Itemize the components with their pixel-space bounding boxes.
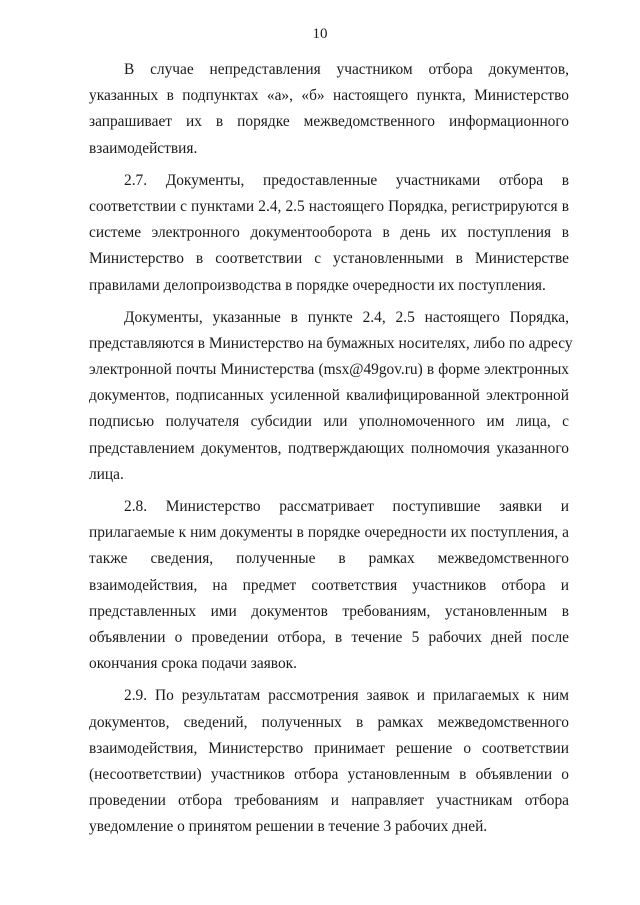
text-line: объявлении о проведении отбора, в течение 5 рабочих дней после (89, 628, 569, 646)
text-line: подписью получателя субсидии или уполномоченного им лица, с (89, 413, 569, 431)
text-line: представляются в Министерство на бумажных носителях, либо по адресу (89, 334, 573, 352)
text-line: проведении отбора требованиям и направляет участникам отбора (89, 792, 569, 810)
text-line: 2.7. Документы, предоставленные участниками отбора в (124, 171, 569, 189)
paragraph-missing-documents (89, 57, 569, 162)
text-line: электронной почты Министерства (msx@49gov.ru) в форме электронных (89, 361, 569, 379)
paragraph-2-8 (89, 494, 569, 677)
document-body (89, 57, 573, 840)
text-line: взаимодействия, Министерство принимает решение о соответствии (89, 739, 569, 757)
paragraph-2-9 (89, 683, 569, 840)
text-line: документов, сведений, полученных в рамках межведомственного (89, 713, 569, 731)
text-line: системе электронного документооборота в день их поступления в (89, 224, 569, 242)
text-line: уведомление о принятом решении в течение 3 рабочих дней. (89, 818, 488, 836)
text-line: 2.9. По результатам рассмотрения заявок и прилагаемых к ним (124, 687, 569, 705)
text-line: Документы, указанные в пункте 2.4, 2.5 настоящего Порядка, (124, 308, 569, 326)
text-line: соответствии с пунктами 2.4, 2.5 настоящего Порядка, регистрируются в (89, 197, 569, 215)
text-line: Министерство в соответствии с установленными в Министерстве (89, 250, 569, 268)
text-line: В случае непредставления участником отбора документов, (124, 61, 569, 78)
paragraph-documents-submission (89, 305, 573, 488)
text-line: правилами делопроизводства в порядке очередности их поступления. (89, 276, 546, 294)
text-line: документов, подписанных усиленной квалифицированной электронной (89, 387, 569, 405)
text-line: взаимодействия, на предмет соответствия участников отбора и (89, 576, 569, 594)
text-line: указанных в подпунктах «а», «б» настоящего пункта, Министерство (89, 87, 569, 105)
text-line: представленных ими документов требованиям, установленным в (89, 602, 569, 620)
text-line: прилагаемые к ним документы в порядке очередности их поступления, а (89, 524, 569, 542)
text-line: запрашивает их в порядке межведомственного информационного (89, 113, 569, 131)
text-line: (несоответствии) участников отбора установленным в объявлении о (89, 765, 569, 783)
paragraph-2-7 (89, 168, 569, 299)
text-line: представлением документов, подтверждающих полномочия указанного (89, 439, 569, 457)
page-number: 10 (312, 26, 328, 42)
text-line: 2.8. Министерство рассматривает поступившие заявки и (124, 498, 569, 515)
text-line: окончания срока подачи заявок. (89, 655, 297, 673)
text-line: лица. (89, 465, 124, 483)
text-line: также сведения, полученные в рамках межведомственного (89, 550, 569, 568)
text-line: взаимодействия. (89, 139, 198, 157)
